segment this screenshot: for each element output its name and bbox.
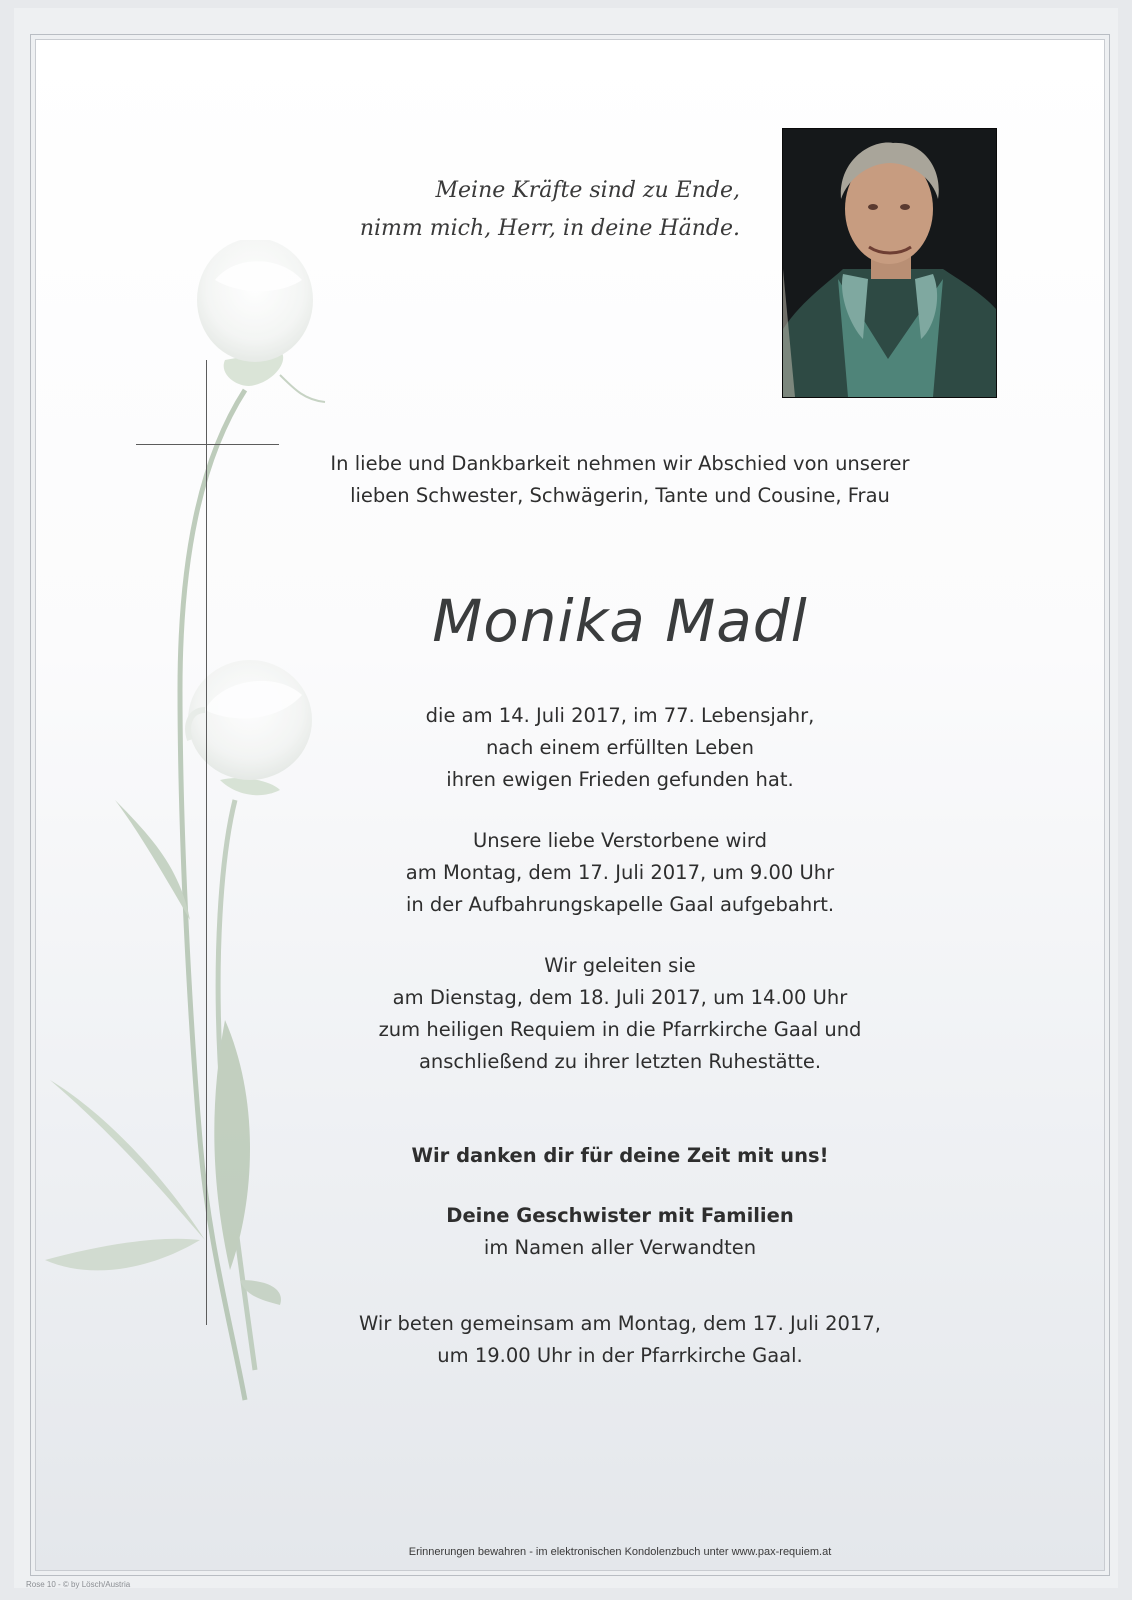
thanks-text (300, 1140, 940, 1172)
cross-vertical-line (206, 360, 207, 1325)
template-credit: Rose 10 - © by Lösch/Austria (26, 1580, 131, 1589)
signatories-line: im Namen aller Verwandten (483, 1236, 757, 1259)
prayer-info (300, 1308, 940, 1372)
intro-text (300, 448, 940, 512)
funeral-line: zum heiligen Requiem in die Pfarrkirche Gaal und (378, 1018, 862, 1041)
bible-verse (300, 172, 740, 248)
thanks-line: Wir danken dir für deine Zeit mit uns! (411, 1144, 829, 1167)
death-info-line: die am 14. Juli 2017, im 77. Lebensjahr, (425, 704, 815, 727)
intro-line: In liebe und Dankbarkeit nehmen wir Abschied von unserer (330, 452, 910, 475)
cross-horizontal-line (136, 444, 279, 445)
funeral-info (300, 950, 940, 1078)
death-info (300, 700, 940, 796)
white-roses-illustration (40, 240, 340, 1440)
verse-line: nimm mich, Herr, in deine Hände. (359, 216, 740, 241)
condolence-book-note: Erinnerungen bewahren - im elektronischen Kondolenzbuch unter www.pax-requiem.at (408, 1546, 832, 1558)
viewing-info (300, 825, 940, 921)
death-info-line: nach einem erfüllten Leben (485, 736, 755, 759)
portrait-photo (782, 128, 997, 398)
verse-line: Meine Kräfte sind zu Ende, (435, 178, 740, 203)
deceased-name: Monika Madl (432, 587, 808, 655)
viewing-line: in der Aufbahrungskapelle Gaal aufgebahrt. (405, 893, 835, 916)
intro-line: lieben Schwester, Schwägerin, Tante und Cousine, Frau (350, 484, 890, 507)
death-info-line: ihren ewigen Frieden gefunden hat. (446, 768, 794, 791)
viewing-line: Unsere liebe Verstorbene wird (473, 829, 767, 852)
prayer-line: um 19.00 Uhr in der Pfarrkirche Gaal. (437, 1344, 803, 1367)
funeral-line: am Dienstag, dem 18. Juli 2017, um 14.00 Uhr (392, 986, 848, 1009)
funeral-line: anschließend zu ihrer letzten Ruhestätte. (418, 1050, 822, 1073)
prayer-line: Wir beten gemeinsam am Montag, dem 17. Juli 2017, (359, 1312, 881, 1335)
portrait-image (783, 129, 996, 397)
funeral-line: Wir geleiten sie (544, 954, 696, 977)
viewing-line: am Montag, dem 17. Juli 2017, um 9.00 Uhr (405, 861, 835, 884)
signatories (300, 1200, 940, 1264)
signatories-line: Deine Geschwister mit Familien (446, 1204, 794, 1227)
